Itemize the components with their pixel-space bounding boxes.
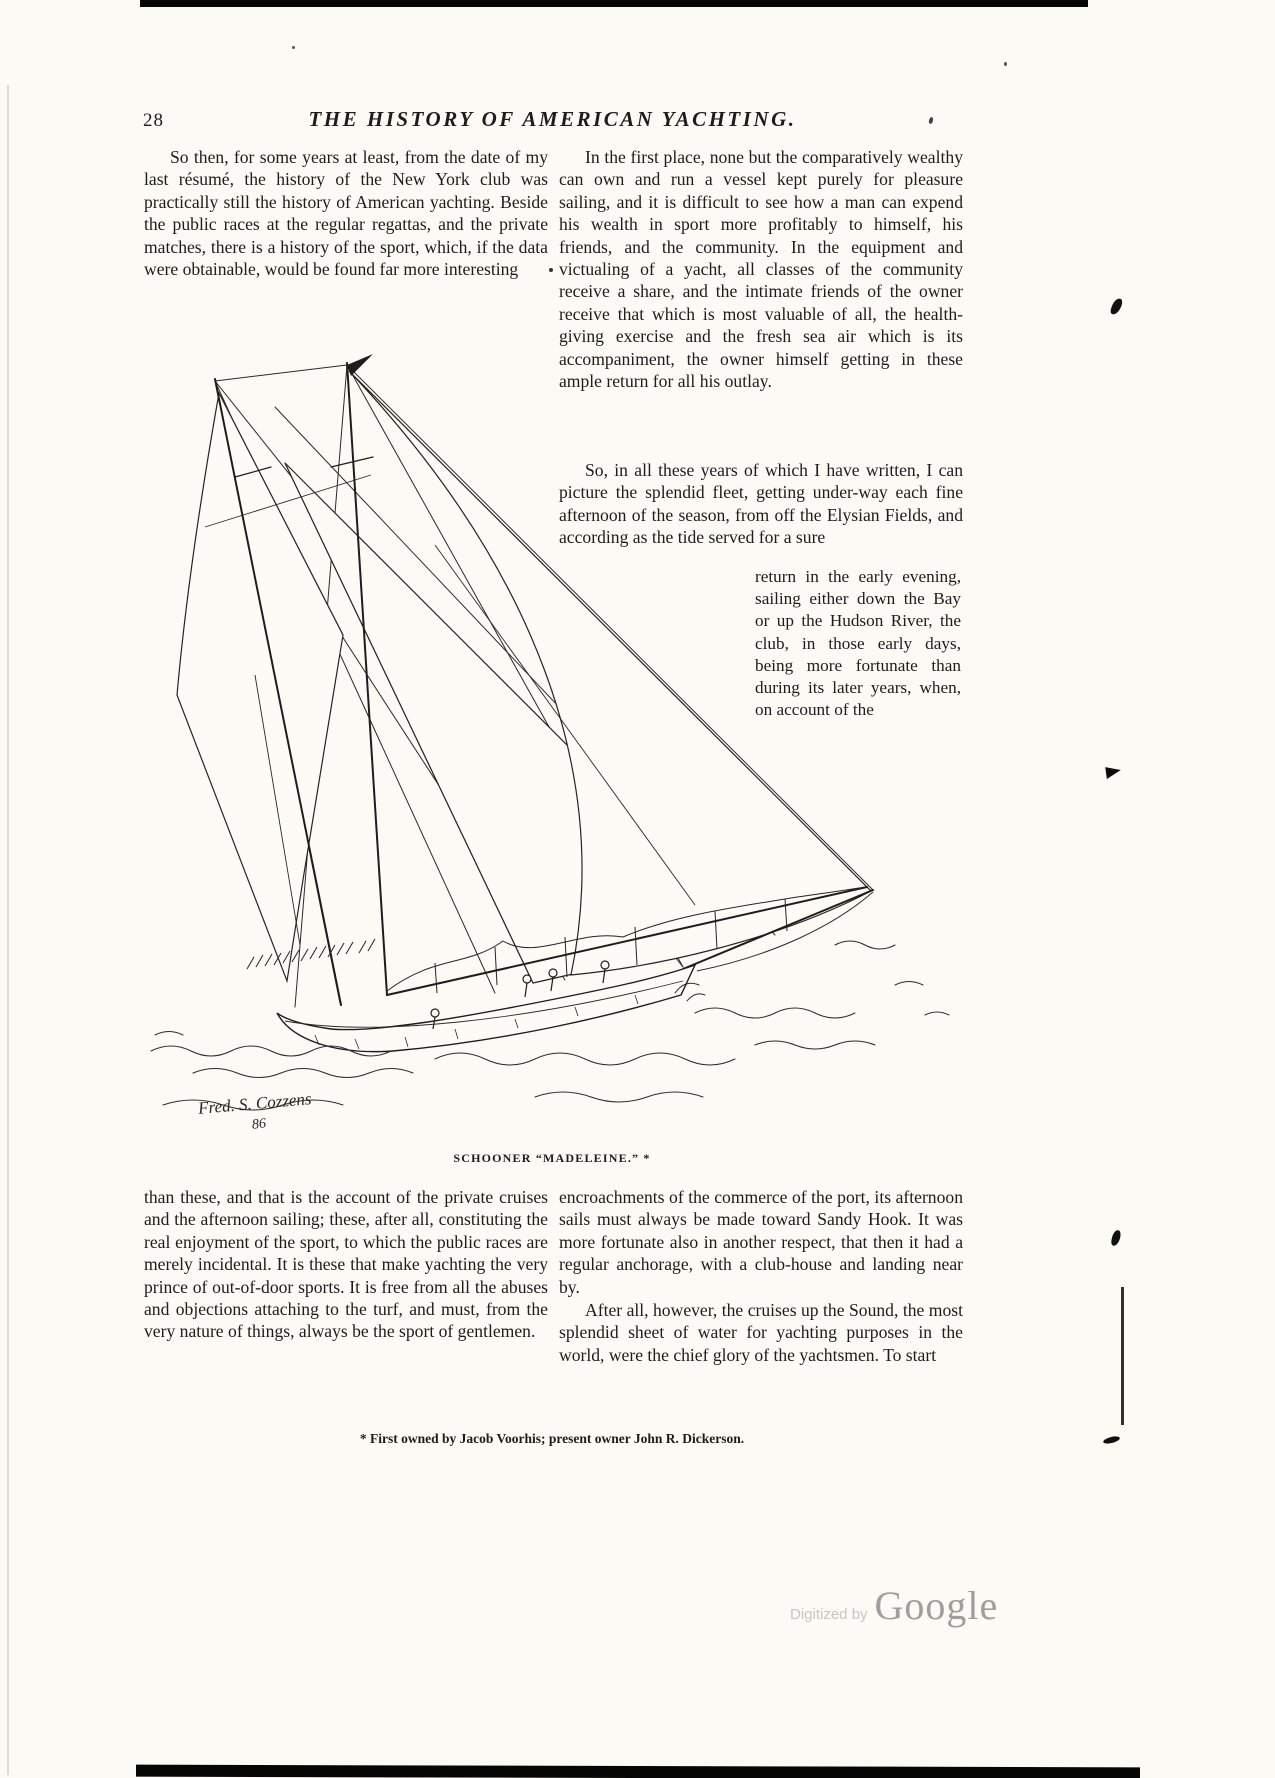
scan-artifact xyxy=(1110,1229,1121,1246)
right-column-bottom-paragraph-2: After all, however, the cruises up the Sound, the most splendid sheet of water for yachting purposes in the world, were the chief glory of the yachtsmen. To start xyxy=(559,1300,963,1365)
reef-hatching xyxy=(247,939,375,969)
watermark-prefix: Digitized by xyxy=(790,1606,868,1623)
artist-signature: Fred. S. Cozzens xyxy=(197,1089,313,1118)
scan-artifact xyxy=(1105,765,1122,779)
right-column-bottom-paragraph-1: encroachments of the commerce of the port, its afternoon sails must always be made toward Sandy Hook. It was more fortunate also in another respect, that then it had a regular anchorage, with a club-house and landing near by. xyxy=(559,1187,963,1297)
scan-artifact xyxy=(549,268,553,272)
artist-signature-year: 86 xyxy=(251,1116,267,1133)
page-number: 28 xyxy=(143,110,164,131)
footnote: * First owned by Jacob Voorhis; present owner John R. Dickerson. xyxy=(359,1431,745,1446)
illustration-caption: SCHOONER “MADELEINE.” * xyxy=(453,1151,651,1165)
right-column-paragraph-2: So, in all these years of which I have written, I can picture the splendid fleet, getting under-way each fine afternoon of the season, from off the Elysian Fields, and according as the tide served for a sure xyxy=(559,460,963,548)
left-column-bottom-paragraph: than these, and that is the account of the private cruises and the afternoon sailing; these, after all, constituting the real enjoyment of the sport, to which the public races are merely incidental. It is these that make yachting the very prince of out-of-door sports. It is free from all the abuses and objections attaching to the turf, and must, from the very nature of things, always be the sport of gentlemen. xyxy=(144,1187,548,1342)
digitization-watermark xyxy=(790,1582,998,1629)
scan-artifact xyxy=(1004,62,1007,66)
left-column-top-paragraph: So then, for some years at least, from the date of my last résumé, the history of the New York club was practically still the history of American yachting. Beside the public races at the regular regattas, and the private matches, there is a history of the sport, which, if the data were obtainable, would be found far more interesting xyxy=(144,147,548,280)
page-header-title: THE HISTORY OF AMERICAN YACHTING. xyxy=(308,107,797,131)
hull xyxy=(277,965,695,1052)
right-column-paragraph-1: In the first place, none but the comparatively wealthy can own and run a vessel kept purely for pleasure sailing, and it is difficult to see how a man can expend his wealth in sport more profitably to himself, his friends, and the community. In the equipment and victualing of a yacht, all classes of the community receive a share, and the intimate friends of the owner receive that which is most valuable of all, the health-giving exercise and the fresh sea air which is its accompaniment, the owner himself getting in these ample return for all his outlay. xyxy=(559,147,963,392)
scan-border-bottom xyxy=(136,1765,1140,1778)
right-column-narrow-wrap: return in the early evening, sailing either down the Bay or up the Hudson River, the club, in those early days, being more fortunate than during its later years, when, on account of the xyxy=(755,567,961,720)
scan-artifact xyxy=(1121,1287,1124,1425)
mast-pennant xyxy=(347,354,373,376)
scan-artifact xyxy=(292,46,295,49)
scan-edge-line xyxy=(7,85,9,1775)
google-logo: Google xyxy=(874,1583,999,1628)
scan-artifact xyxy=(1110,297,1124,316)
scan-artifact xyxy=(1103,1435,1121,1445)
scan-border-top xyxy=(140,0,1088,7)
